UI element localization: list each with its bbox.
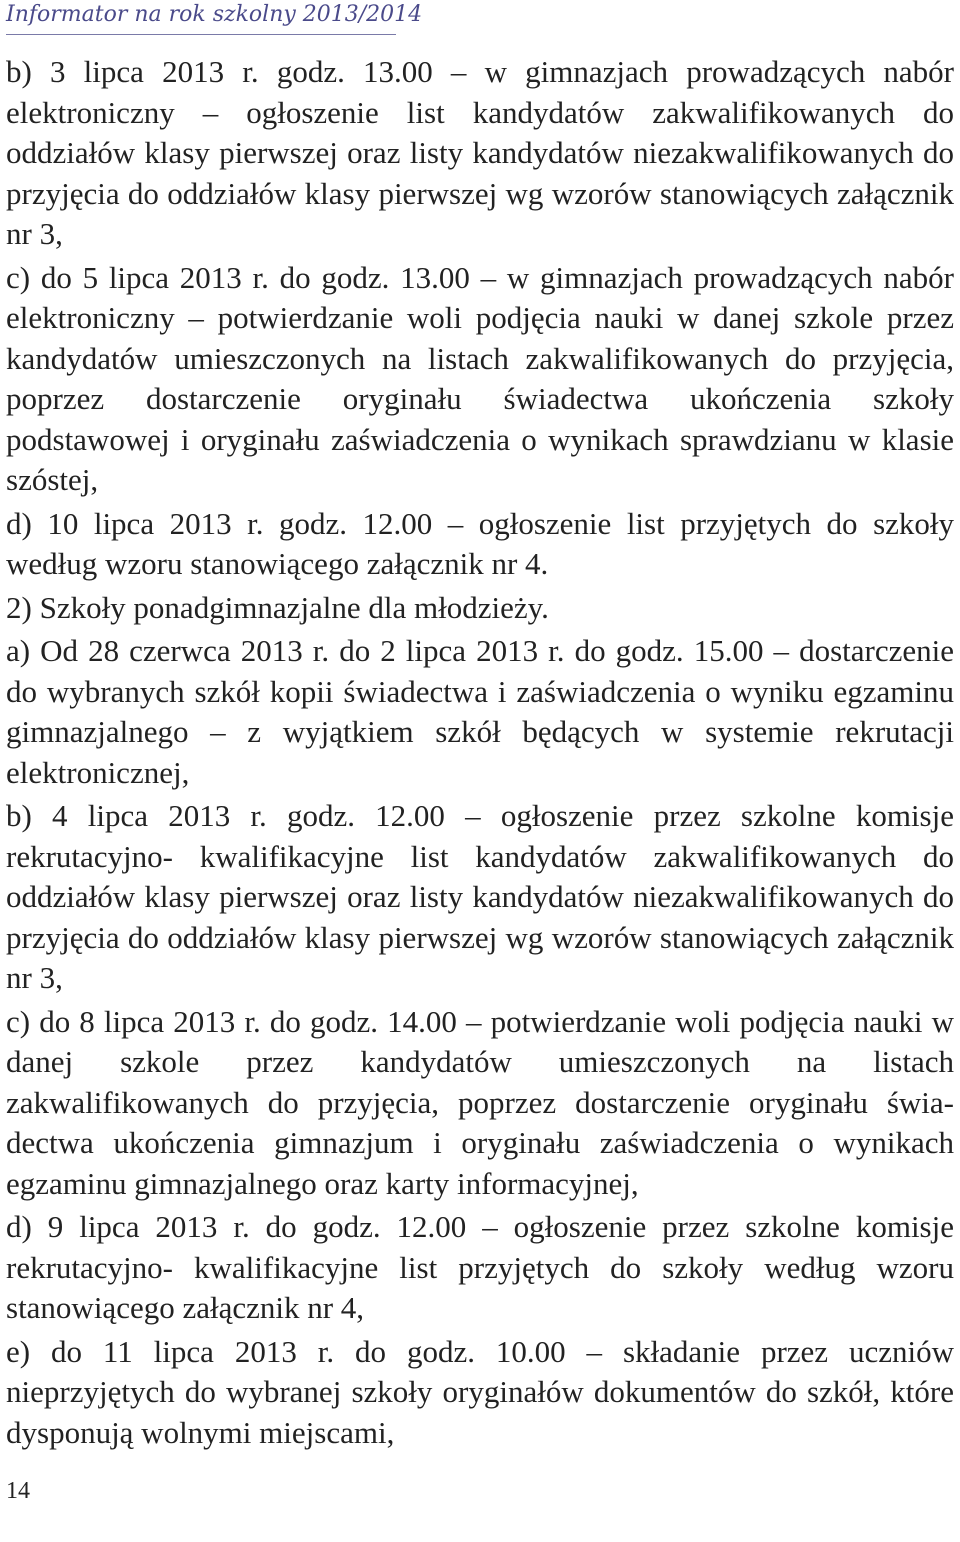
- paragraph-c-gimnazjum: c) do 5 lipca 2013 r. do godz. 13.00 – w gimnazjach prowadzących nabór elektroniczny – potwierdzanie woli podjęcia nauki w danej szkole przez kandydatów umieszczonych na listach zakwalifikowanych do przyjęcia, poprzez dostarczenie oryginału świadectwa ukończenia szkoły podstawowej i oryginału zaświadczenia o wynikach sprawdzianu w klasie szóstej,: [6, 259, 954, 497]
- paragraph-c-ponadgimnazjalne: c) do 8 lipca 2013 r. do godz. 14.00 – potwierdzanie woli podjęcia nauki w danej szkole przez kandydatów umieszczonych na listach zakwalifikowanych do przyjęcia, poprzez dostarczenie oryginału świadectwa ukończenia gimnazjum i oryginału zaświadczenia o wynikach egzaminu gimnazjalnego oraz karty informacyjnej,: [6, 1003, 954, 1201]
- header-rule: [6, 34, 396, 35]
- paragraph-b-ponadgimnazjalne: b) 4 lipca 2013 r. godz. 12.00 – ogłoszenie przez szkolne komisje rekrutacyjno- kwalifikacyjne list kandydatów zakwalifikowanych do oddziałów klasy pierwszej oraz listy kandydatów niezakwalifikowanych do przyjęcia do oddziałów klasy pierwszej wg wzorów stanowiących załącznik nr 3,: [6, 798, 954, 995]
- paragraph-a-ponadgimnazjalne: a) Od 28 czerwca 2013 r. do 2 lipca 2013 r. do godz. 15.00 – dostarczenie do wybranych szkół kopii świadectwa i zaświadczenia o wyniku egzaminu gimnazjalnego – z wyjątkiem szkół będących w systemie rekrutacji elektronicznej,: [6, 633, 954, 790]
- running-header: Informator na rok szkolny 2013/2014: [6, 2, 423, 27]
- paragraph-d-gimnazjum: d) 10 lipca 2013 r. godz. 12.00 – ogłoszenie list przyjętych do szkoły według wzoru stanowiącego załącznik nr 4.: [6, 505, 954, 581]
- paragraph-e-ponadgimnazjalne: e) do 11 lipca 2013 r. do godz. 10.00 – składanie przez uczniów nieprzyjętych do wybranej szkoły oryginałów dokumentów do szkół, które dysponują wolnymi miejscami,: [6, 1333, 954, 1450]
- paragraph-d-ponadgimnazjalne: d) 9 lipca 2013 r. do godz. 12.00 – ogłoszenie przez szkolne komisje rekrutacyjno- kwalifikacyjne list przyjętych do szkoły według wzoru stanowiącego załącznik nr 4,: [6, 1209, 954, 1325]
- section-heading-ponadgimnazjalne: 2) Szkoły ponadgimnazjalne dla młodzieży.: [6, 589, 549, 625]
- page-number: 14: [6, 1478, 30, 1504]
- body-text: [6, 52, 954, 1456]
- paragraph-b-gimnazjum: b) 3 lipca 2013 r. godz. 13.00 – w gimnazjach prowadzących nabór elektroniczny – ogłoszenie list kandydatów zakwalifikowanych do oddziałów klasy pierwszej oraz listy kandydatów niezakwalifikowanych do przyjęcia do oddziałów klasy pierwszej wg wzorów stanowiących załącznik nr 3,: [6, 54, 954, 251]
